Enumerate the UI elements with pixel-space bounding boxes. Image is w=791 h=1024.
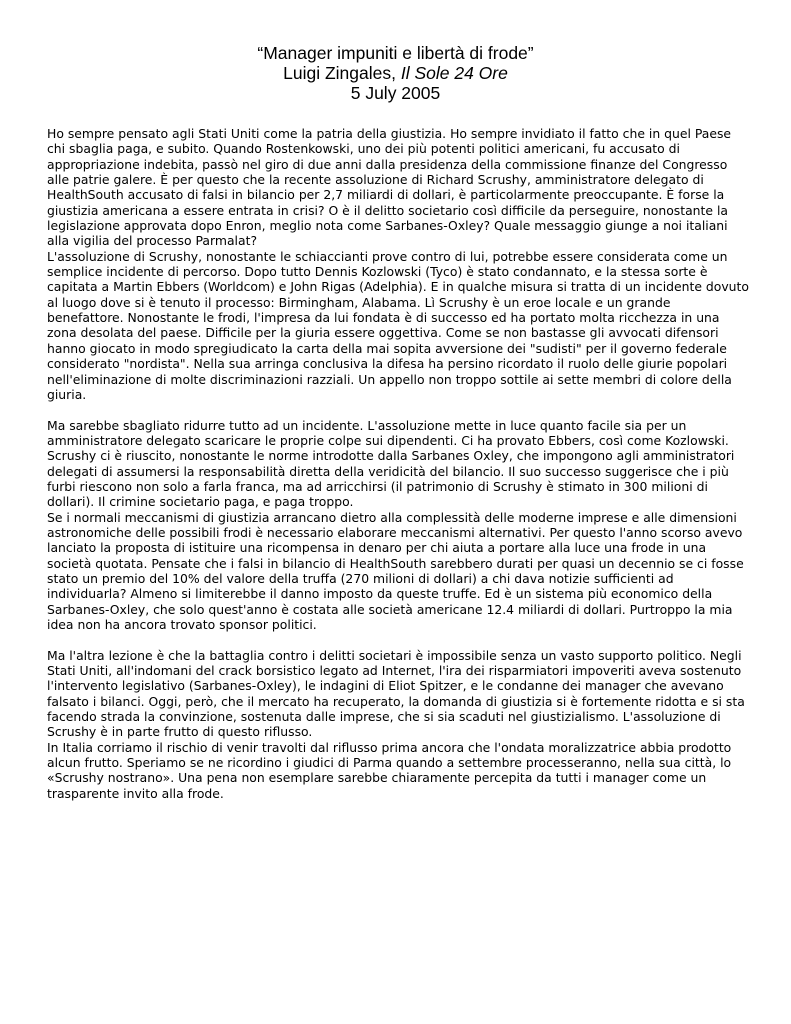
author-name: Luigi Zingales,	[283, 63, 401, 83]
paragraph: Ma sarebbe sbagliato ridurre tutto ad un incidente. L'assoluzione mette in luce quanto facile sia per un amministratore delegato scaricare le proprie colpe sui dipendenti. Ci ha provato Ebbers, così come Kozlowski. Scrushy ci è riuscito, nonostante le norme introdotte dalla Sarbanes Oxley, che impongono agli amministratori delegati di assumersi la responsabilità diretta della veridicità del bilancio. Il suo successo suggerisce che i più furbi riescono non solo a farla franca, ma ad arricchirsi (il patrimonio di Scrushy è stimato in 300 milioni di dollari). Il crimine societario paga, e paga troppo.	[47, 417, 735, 510]
paragraph: Ma l'altra lezione è che la battaglia contro i delitti societari è impossibile senza un vasto supporto politico. Negli Stati Uniti, all'indomani del crack borsistico legato ad Internet, l'ira dei risparmiatori impoveriti aveva sostenuto l'intervento legislativo (Sarbanes-Oxley), le indagini di Eliot Spitzer, e le condanne dei manager che avevano falsato i bilanci. Oggi, però, che il mercato ha recuperato, la domanda di giustizia si è fortemente ridotta e si sta facendo strada la convinzione, sostenuta dalle imprese, che si sia scaduti nel giustizialismo. L'assoluzione di Scrushy è in parte frutto di questo riflusso.	[47, 647, 745, 740]
article-title: “Manager impuniti e libertà di frode”	[257, 43, 534, 63]
article-header	[0, 43, 791, 103]
article-date: 5 July 2005	[350, 83, 441, 103]
paragraph: In Italia corriamo il rischio di venir travolti dal riflusso prima ancora che l'ondata moralizzatrice abbia prodotto alcun frutto. Speriamo se ne ricordino i giudici di Parma quando a settembre processeranno, nella sua città, lo «Scrushy nostrano». Una pena non esemplare sarebbe chiaramente percepita da tutti i manager come un trasparente invito alla frode.	[47, 739, 732, 801]
paragraph: Se i normali meccanismi di giustizia arrancano dietro alla complessità delle moderne imprese e alle dimensioni astronomiche delle possibili frodi è necessario elaborare meccanismi alternativi. Per questo l'anno scorso avevo lanciato la proposta di istituire una ricompensa in denaro per chi aiuta a portare alla luce una frode in una società quotata. Pensate che i falsi in bilancio di HealthSouth sarebbero durati per quasi un decennio se ci fosse stato un premio del 10% del valore della truffa (270 milioni di dollari) a chi dava notizie sufficienti ad individuarla? Almeno si limiterebbe il danno imposto da queste truffe. Ed è un sistema più economico della Sarbanes-Oxley, che solo quest'anno è costata alle società americane 12.4 miliardi di dollari. Purtroppo la mia idea non ha ancora trovato sponsor politici.	[47, 509, 744, 632]
publication-name: Il Sole 24 Ore	[400, 63, 508, 83]
paragraph: L'assoluzione di Scrushy, nonostante le schiaccianti prove contro di lui, potrebbe essere considerata come un semplice incidente di percorso. Dopo tutto Dennis Kozlowski (Tyco) è stato condannato, e la stessa sorte è capitata a Martin Ebbers (Worldcom) e John Rigas (Adelphia). E in qualche misura si tratta di un incidente dovuto al luogo dove si è tenuto il processo: Birmingham, Alabama. Lì Scrushy è un eroe locale e un grande benefattore. Nonostante le frodi, l'impresa da lui fondata è di successo ed ha portato molta ricchezza in una zona desolata del paese. Difficile per la giuria essere oggettiva. Come se non bastasse gli avvocati difensori hanno giocato in modo spregiudicato la carta della mai sopita avversione dei "sudisti" per il governo federale considerato "nordista". Nella sua arringa conclusiva la difesa ha persino ricordato il ruolo delle giurie popolari nell'eliminazione di molte discriminazioni razziali. Un appello non troppo sottile ai sette membri di colore della giuria.	[47, 248, 749, 402]
article-body	[47, 126, 750, 801]
article-byline	[0, 63, 791, 83]
paragraph: Ho sempre pensato agli Stati Uniti come la patria della giustizia. Ho sempre invidiato il fatto che in quel Paese chi sbaglia paga, e subito. Quando Rostenkowski, uno dei più potenti politici americani, fu accusato di appropriazione indebita, passò nel giro di due anni dalla presidenza della commissione finanze del Congresso alle patrie galere. È per questo che la recente assoluzione di Richard Scrushy, amministratore delegato di HealthSouth accusato di falsi in bilancio per 2,7 miliardi di dollari, è particolarmente preoccupante. È forse la giustizia americana a essere entrata in crisi? O è il delitto societario così difficile da perseguire, nonostante la legislazione approvata dopo Enron, meglio nota come Sarbanes-Oxley? Quale messaggio giunge a noi italiani alla vigilia del processo Parmalat?	[47, 126, 732, 249]
